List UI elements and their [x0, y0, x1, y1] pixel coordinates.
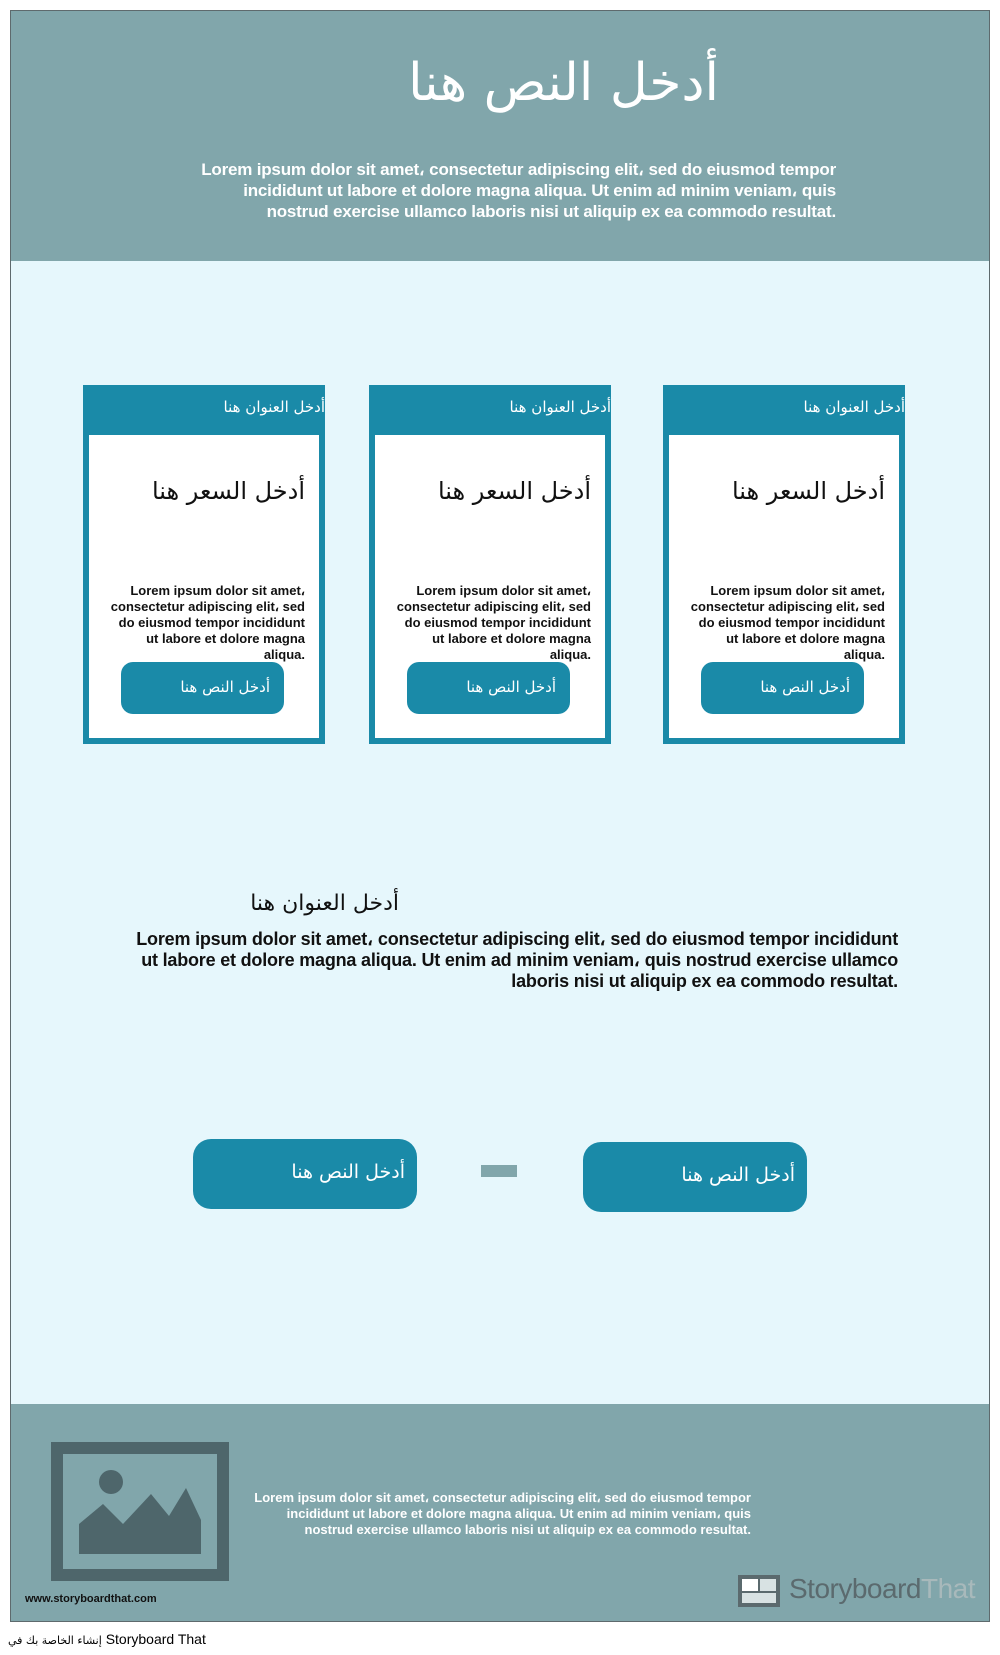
pricing-card-button[interactable]: [121, 662, 284, 714]
pricing-card-button-label: أدخل النص هنا: [466, 678, 556, 696]
pricing-card-header: [369, 385, 611, 435]
pricing-card-price: أدخل السعر هنا: [151, 477, 305, 505]
pricing-card: [369, 385, 611, 744]
header-description: Lorem ipsum dolor sit amet، consectetur adipiscing elit، sed do eiusmod tempor incididunt ut labore et dolore magna aliqua. Ut enim ad minim veniam، quis nostrud exercise ullamco laboris nisi ut aliquip ex ea commodo resultat.: [201, 160, 836, 221]
storyboard-logo-icon: [738, 1575, 780, 1607]
pricing-card-heading: أدخل العنوان هنا: [223, 398, 325, 416]
pricing-card-text: Lorem ipsum dolor sit amet، consectetur adipiscing elit، sed do eiusmod tempor incididunt ut labore et dolore magna aliqua.: [690, 583, 885, 662]
pricing-card-button[interactable]: [701, 662, 864, 714]
pricing-card-button-label: أدخل النص هنا: [760, 678, 850, 696]
pricing-card: [83, 385, 325, 744]
header-banner: [11, 11, 989, 261]
pricing-card-price: أدخل السعر هنا: [437, 477, 591, 505]
credit-arabic: إنشاء الخاصة بك في: [8, 1634, 102, 1647]
pricing-card-header: [83, 385, 325, 435]
left-action-button[interactable]: [193, 1139, 417, 1209]
pricing-card-price: أدخل السعر هنا: [731, 477, 885, 505]
image-placeholder-icon: [51, 1442, 229, 1581]
pricing-card-header: [663, 385, 905, 435]
brand-name: [789, 1573, 975, 1605]
footer-description: Lorem ipsum dolor sit amet، consectetur adipiscing elit، sed do eiusmod tempor incididunt ut labore et dolore magna aliqua. Ut enim ad minim veniam، quis nostrud exercise ullamco laboris nisi ut aliquip ex ea commodo resultat.: [254, 1490, 751, 1537]
poster-canvas: [10, 10, 990, 1622]
pricing-card-heading: أدخل العنوان هنا: [509, 398, 611, 416]
section-text: Lorem ipsum dolor sit amet، consectetur adipiscing elit، sed do eiusmod tempor incididunt ut labore et dolore magna aliqua. Ut enim ad minim veniam، quis nostrud exercise ullamco laboris nisi ut aliquip ex ea commodo resultat.: [136, 929, 898, 991]
brand-name-part2: That: [920, 1573, 975, 1604]
pricing-card-button[interactable]: [407, 662, 570, 714]
divider-dash: [481, 1165, 517, 1177]
pricing-card: [663, 385, 905, 744]
brand-name-part1: Storyboard: [789, 1573, 921, 1604]
left-action-button-label: أدخل النص هنا: [291, 1161, 405, 1183]
pricing-card-text: Lorem ipsum dolor sit amet، consectetur adipiscing elit، sed do eiusmod tempor incididunt ut labore et dolore magna aliqua.: [110, 583, 305, 662]
right-action-button-label: أدخل النص هنا: [681, 1164, 795, 1186]
section-title: أدخل العنوان هنا: [250, 891, 399, 916]
pricing-card-text: Lorem ipsum dolor sit amet، consectetur adipiscing elit، sed do eiusmod tempor incididunt ut labore et dolore magna aliqua.: [396, 583, 591, 662]
page-title: أدخل النص هنا: [408, 53, 719, 113]
credit-line: [8, 1631, 206, 1647]
credit-brand[interactable]: Storyboard That: [105, 1631, 206, 1647]
right-action-button[interactable]: [583, 1142, 807, 1212]
footer-banner: [11, 1404, 989, 1621]
pricing-card-heading: أدخل العنوان هنا: [803, 398, 905, 416]
footer-url[interactable]: www.storyboardthat.com: [25, 1593, 157, 1605]
pricing-card-button-label: أدخل النص هنا: [180, 678, 270, 696]
